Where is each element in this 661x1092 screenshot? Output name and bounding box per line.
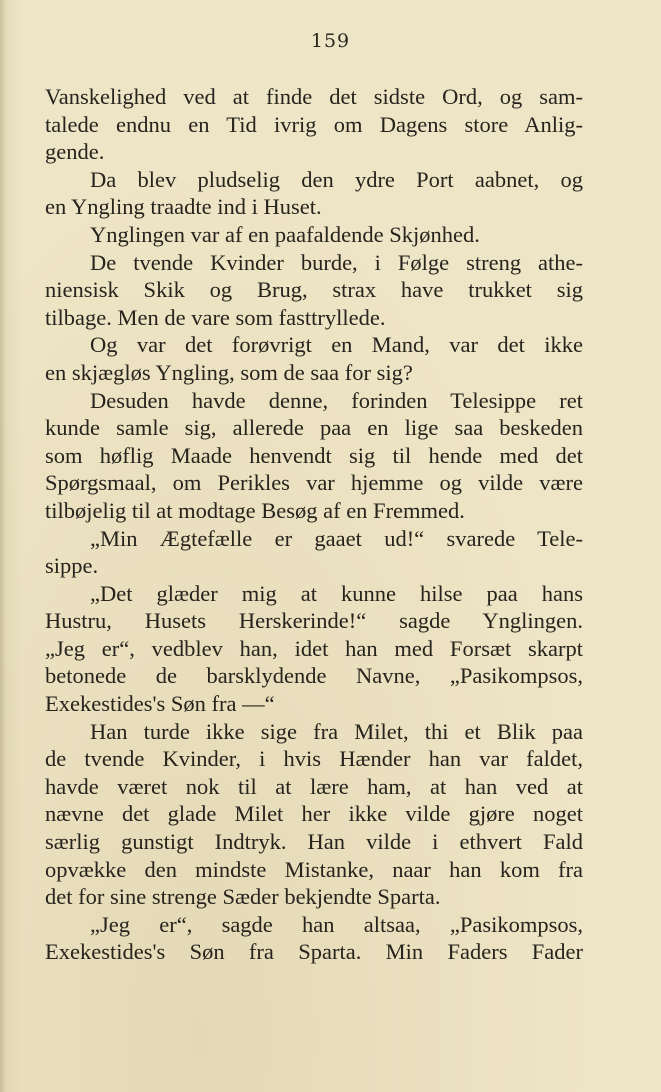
text-line: „Jeg er“, vedblev han, idet han med Forsæt skarpt: [45, 635, 583, 661]
text-line: Og var det forøvrigt en Mand, var det ikke: [90, 332, 583, 358]
text-line: betonede de barsklydende Navne, „Pasikompsos,: [45, 663, 583, 689]
text-line: det for sine strenge Sæder bekjendte Sparta.: [45, 884, 441, 910]
text-line: særlig gunstigt Indtryk. Han vilde i ethvert Fald: [45, 829, 583, 855]
text-line: havde været nok til at lære ham, at han ved at: [45, 773, 583, 799]
text-line: sippe.: [45, 553, 99, 579]
text-line: som høflig Maade henvendt sig til hende med det: [45, 442, 583, 468]
text-line: niensisk Skik og Brug, strax have trukket sig: [45, 277, 583, 303]
text-line: de tvende Kvinder, i hvis Hænder han var faldet,: [45, 746, 583, 772]
text-line: „Jeg er“, sagde han altsaa, „Pasikompsos,: [90, 911, 583, 937]
text-line: talede endnu en Tid ivrig om Dagens store Anlig-: [45, 111, 583, 137]
text-line: Exekestides's Søn fra —“: [45, 691, 275, 717]
text-line: gende.: [45, 139, 105, 165]
body-text: [45, 83, 583, 966]
text-line: Exekestides's Søn fra Sparta. Min Faders Fader: [45, 939, 583, 965]
text-line: Ynglingen var af en paafaldende Skjønhed.: [90, 221, 480, 247]
text-line: en Yngling traadte ind i Huset.: [45, 194, 322, 220]
text-line: tilbage. Men de vare som fasttryllede.: [45, 304, 386, 330]
text-line: Spørgsmaal, om Perikles var hjemme og vilde være: [45, 470, 583, 496]
text-line: nævne det glade Milet her ikke vilde gjøre noget: [45, 801, 583, 827]
text-line: Vanskelighed ved at finde det sidste Ord, og sam-: [45, 84, 583, 109]
text-line: „Det glæder mig at kunne hilse paa hans: [90, 580, 583, 606]
text-line: De tvende Kvinder burde, i Følge streng athe-: [90, 249, 583, 275]
text-line: Hustru, Husets Herskerinde!“ sagde Ynglingen.: [45, 608, 583, 634]
text-line: opvække den mindste Mistanke, naar han kom fra: [45, 856, 583, 882]
text-line: tilbøjelig til at modtage Besøg af en Fremmed.: [45, 497, 465, 523]
text-line: kunde samle sig, allerede paa en lige saa beskeden: [45, 415, 583, 441]
text-line: Da blev pludselig den ydre Port aabnet, og: [90, 166, 583, 192]
text-line: Desuden havde denne, forinden Telesippe ret: [90, 387, 583, 413]
page-number: 159: [310, 30, 351, 52]
text-line: Han turde ikke sige fra Milet, thi et Blik paa: [90, 718, 583, 744]
text-line: en skjægløs Yngling, som de saa for sig?: [45, 359, 413, 385]
text-line: „Min Ægtefælle er gaaet ud!“ svarede Tele-: [90, 525, 583, 551]
